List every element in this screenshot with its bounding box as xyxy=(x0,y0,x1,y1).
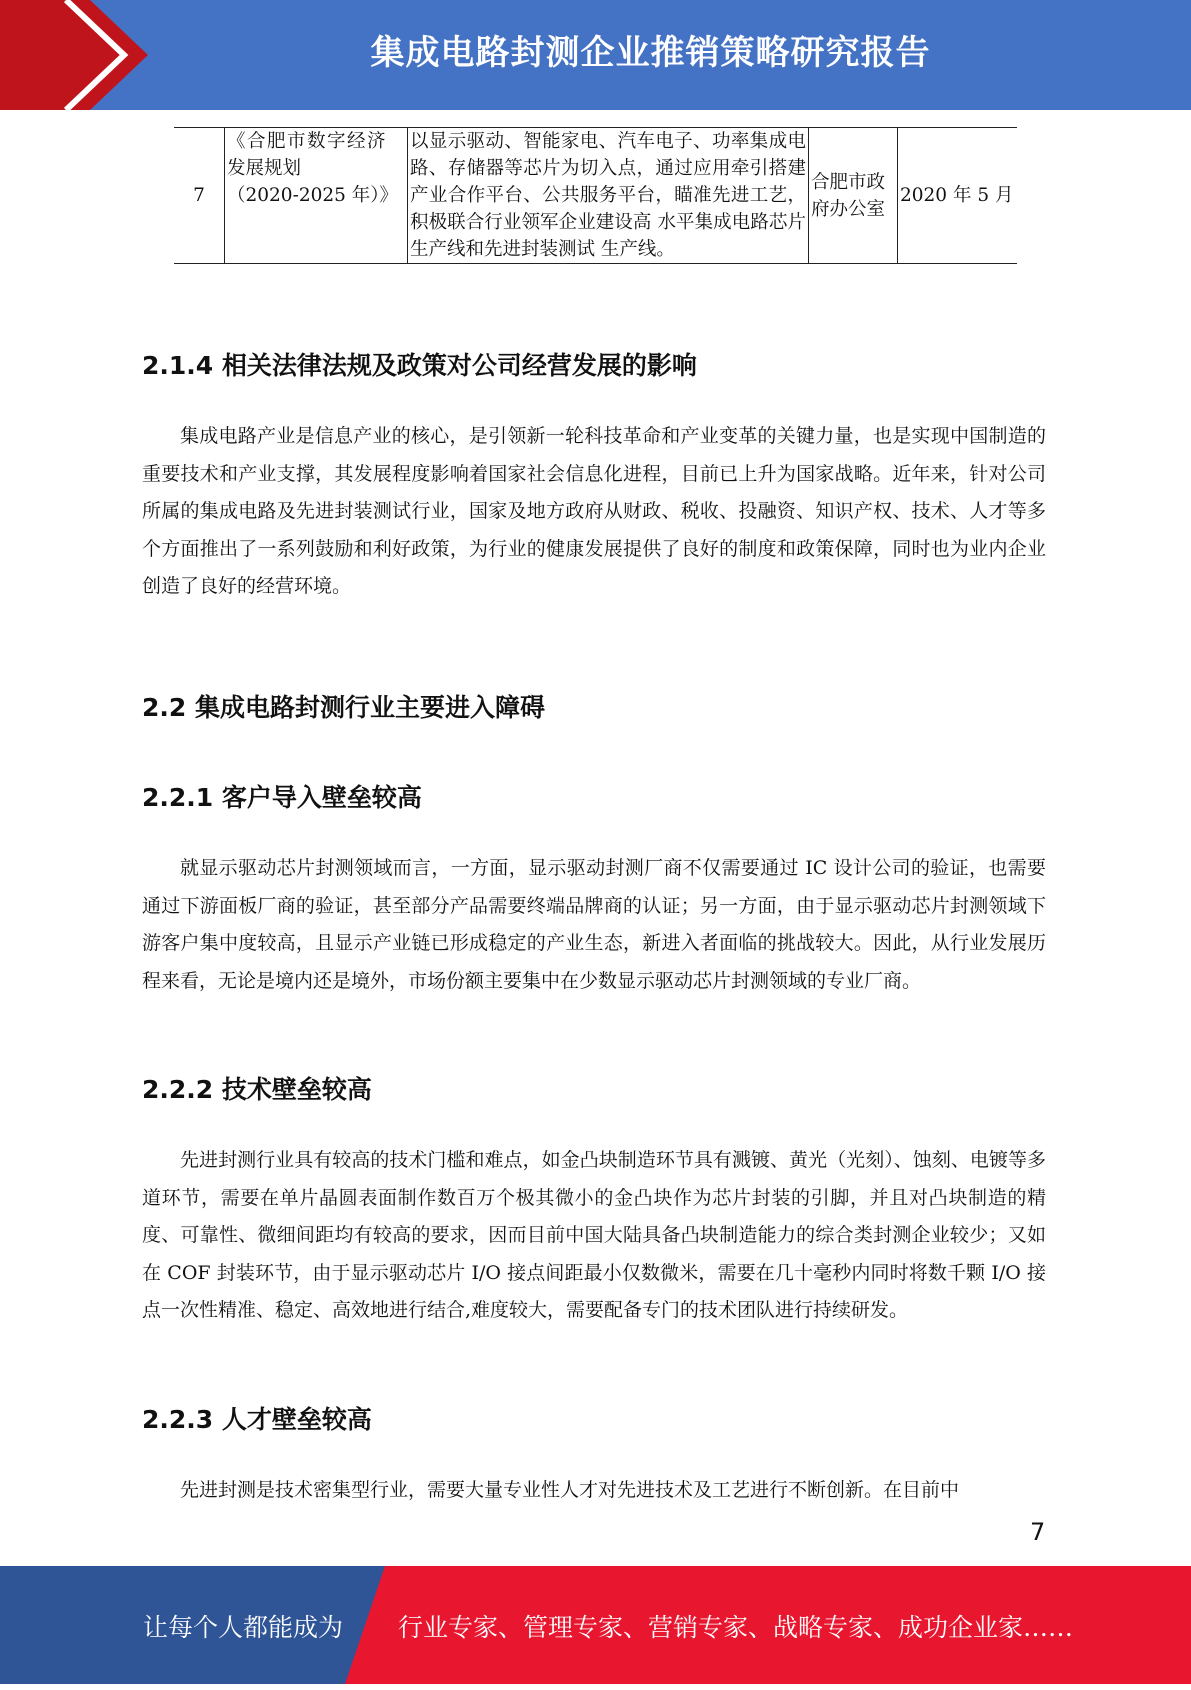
page-number: 7 xyxy=(1030,1518,1046,1546)
table-row xyxy=(174,128,1017,264)
section-paragraph-2-2-2: 先进封测行业具有较高的技术门槛和难点，如金凸块制造环节具有溅镀、黄光（光刻）、蚀刻、电镀等多道环节，需要在单片晶圆表面制作数百万个极其微小的金凸块作为芯片封装的引脚，并且对凸块制造的精度、可靠性、微细间距均有较高的要求，因而目前中国大陆具备凸块制造能力的综合类封测企业较少；又如在 COF 封装环节，由于显示驱动芯片 I/O 接点间距最小仅数微米，需要在几十毫秒内同时将数千颗 I/O 接点一次性精准、稳定、高效地进行结合,难度较大，需要配备专门的技术团队进行持续研发。 xyxy=(142,1149,1046,1321)
section-heading-2-2-2: 2.2.2 技术壁垒较高 xyxy=(142,1075,372,1104)
row-number-cell: 7 xyxy=(174,128,225,264)
document-title: 集成电路封测企业推销策略研究报告 xyxy=(370,33,931,73)
policy-description-cell: 以显示驱动、智能家电、汽车电子、功率集成电路、存储器等芯片为切入点，通过应用牵引搭建产业合作平台、公共服务平台，瞄准先进工艺，积极联合行业领军企业建设高 水平集成电路芯片生产线和先进封装测试 生产线。 xyxy=(408,128,809,264)
policy-name-line: 《合肥市数字经济 xyxy=(227,131,388,152)
policy-name-line: 发展规划 xyxy=(227,158,302,179)
section-heading-2-1-4: 2.1.4 相关法律法规及政策对公司经营发展的影响 xyxy=(142,351,697,380)
section-paragraph-2-2-3: 先进封测是技术密集型行业，需要大量专业性人才对先进技术及工艺进行不断创新。在目前中 xyxy=(180,1479,960,1501)
issuing-organization-cell: 合肥市政府办公室 xyxy=(809,128,898,264)
footer-slogan-left: 让每个人都能成为 xyxy=(143,1613,344,1642)
policy-name-cell xyxy=(225,128,408,264)
footer-slogan-right: 行业专家、管理专家、营销专家、战略专家、成功企业家…… xyxy=(398,1613,1074,1642)
section-heading-2-2: 2.2 集成电路封测行业主要进入障碍 xyxy=(142,693,545,722)
footer-banner xyxy=(0,1566,1191,1684)
header-red-arrow-shape xyxy=(0,0,160,110)
issue-date-cell: 2020 年 5 月 xyxy=(898,128,1018,264)
section-heading-2-2-3: 2.2.3 人才壁垒较高 xyxy=(142,1405,372,1434)
section-paragraph-2-2-1: 就显示驱动芯片封测领域而言，一方面，显示驱动封测厂商不仅需要通过 IC 设计公司的验证，也需要通过下游面板厂商的验证，甚至部分产品需要终端品牌商的认证；另一方面，由于显示驱动芯片封测领域下游客户集中度较高，且显示产业链已形成稳定的产业生态，新进入者面临的挑战较大。因此，从行业发展历程来看，无论是境内还是境外，市场份额主要集中在少数显示驱动芯片封测领域的专业厂商。 xyxy=(142,857,1046,992)
section-heading-2-2-1: 2.2.1 客户导入壁垒较高 xyxy=(142,783,422,812)
policy-name-line: （2020-2025 年）》 xyxy=(227,185,399,206)
section-paragraph-2-1-4: 集成电路产业是信息产业的核心，是引领新一轮科技革命和产业变革的关键力量，也是实现中国制造的重要技术和产业支撑，其发展程度影响着国家社会信息化进程，目前已上升为国家战略。近年来，针对公司所属的集成电路及先进封装测试行业，国家及地方政府从财政、税收、投融资、知识产权、技术、人才等多个方面推出了一系列鼓励和利好政策，为行业的健康发展提供了良好的制度和政策保障，同时也为业内企业创造了良好的经营环境。 xyxy=(142,425,1046,597)
policy-table xyxy=(174,127,1017,264)
header-banner xyxy=(0,0,1191,110)
